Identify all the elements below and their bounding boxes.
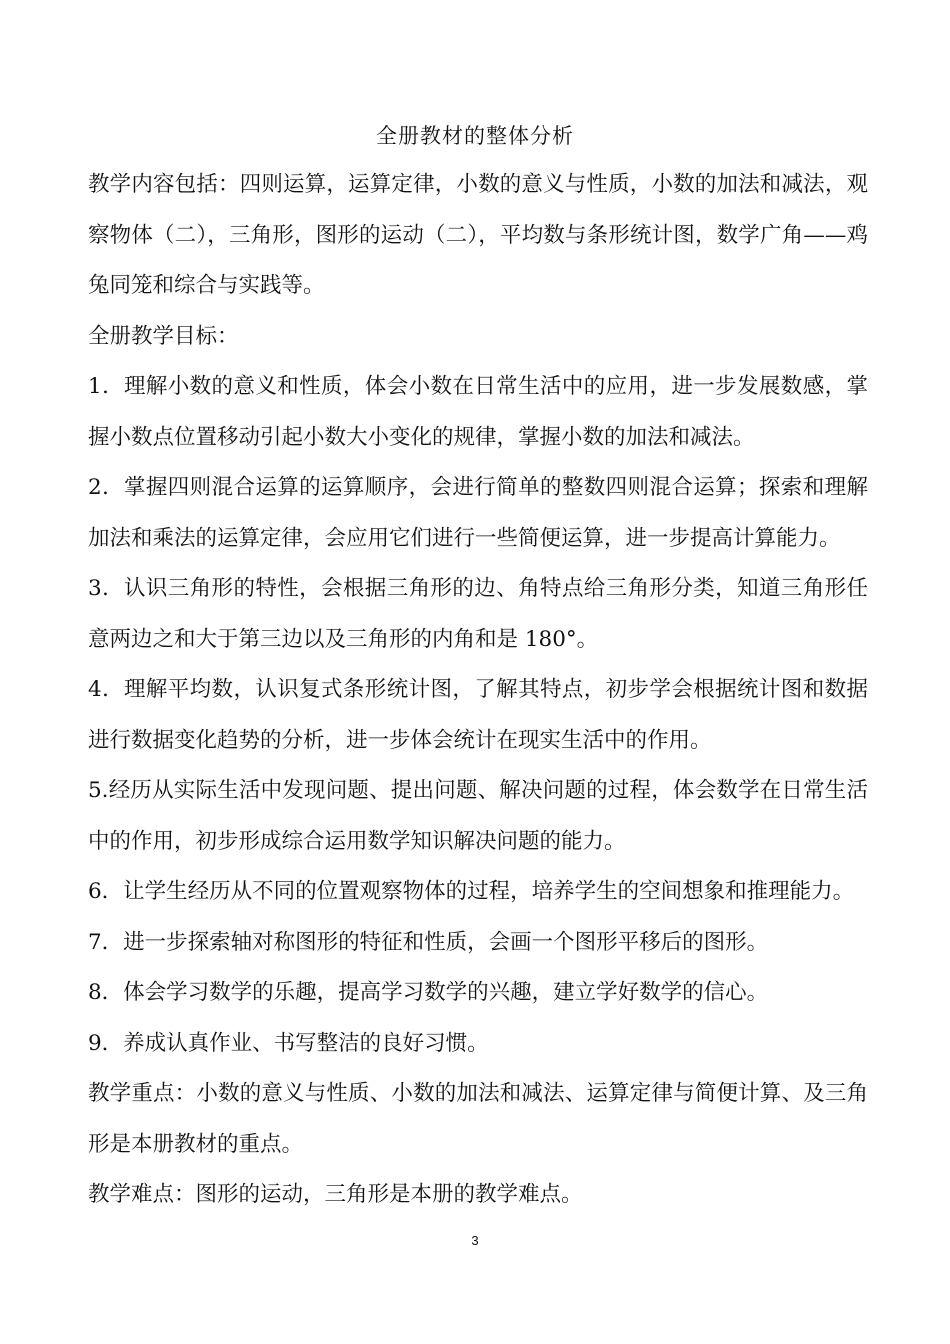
paragraph-goal-7: 7．进一步探索轴对称图形的特征和性质，会画一个图形平移后的图形。 bbox=[88, 929, 769, 955]
paragraph-goal-1: 1．理解小数的意义和性质，体会小数在日常生活中的应用，进一步发展数感，掌握小数点位置移动引起小数大小变化的规律，掌握小数的加法和减法。 bbox=[88, 374, 868, 450]
paragraph-teaching-content: 教学内容包括：四则运算，运算定律，小数的意义与性质，小数的加法和减法，观察物体（二），三角形，图形的运动（二），平均数与条形统计图，数学广角——鸡兔同笼和综合与实践等。 bbox=[88, 172, 868, 298]
paragraph-goals-heading: 全册教学目标： bbox=[88, 323, 239, 349]
document-body bbox=[88, 160, 868, 1221]
paragraph-goal-5: 5.经历从实际生活中发现问题、提出问题、解决问题的过程，体会数学在日常生活中的作用，初步形成综合运用数学知识解决问题的能力。 bbox=[88, 778, 868, 854]
paragraph-goal-9: 9．养成认真作业、书写整洁的良好习惯。 bbox=[88, 1030, 489, 1056]
paragraph-key-points: 教学重点：小数的意义与性质、小数的加法和减法、运算定律与简便计算、及三角形是本册教材的重点。 bbox=[88, 1081, 868, 1157]
paragraph-goal-3: 3．认识三角形的特性，会根据三角形的边、角特点给三角形分类，知道三角形任意两边之和大于第三边以及三角形的内角和是 180°。 bbox=[88, 576, 868, 652]
paragraph-goal-6: 6．让学生经历从不同的位置观察物体的过程，培养学生的空间想象和推理能力。 bbox=[88, 879, 855, 904]
document-title: 全册教材的整体分析 bbox=[376, 124, 574, 148]
paragraph-goal-4: 4．理解平均数，认识复式条形统计图，了解其特点，初步学会根据统计图和数据进行数据变化趋势的分析，进一步体会统计在现实生活中的作用。 bbox=[88, 677, 868, 753]
paragraph-difficult-points: 教学难点：图形的运动，三角形是本册的教学难点。 bbox=[88, 1182, 583, 1207]
paragraph-goal-8: 8．体会学习数学的乐趣，提高学习数学的兴趣，建立学好数学的信心。 bbox=[88, 980, 769, 1005]
page-number: 3 bbox=[471, 1233, 479, 1248]
paragraph-goal-2: 2．掌握四则混合运算的运算顺序，会进行简单的整数四则混合运算；探索和理解加法和乘法的运算定律，会应用它们进行一些简便运算，进一步提高计算能力。 bbox=[88, 475, 868, 551]
